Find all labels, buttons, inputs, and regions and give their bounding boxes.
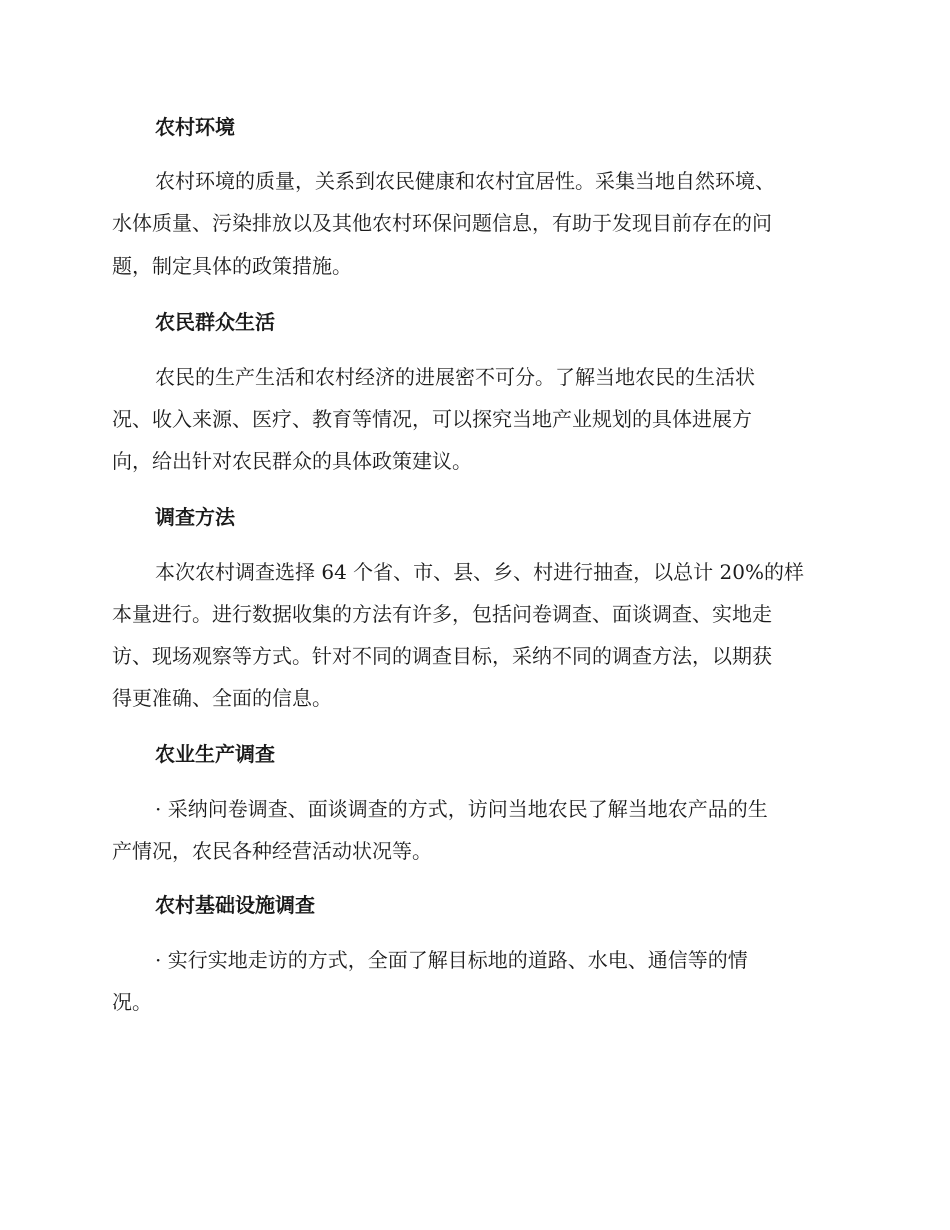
paragraph-line: 况。 xyxy=(112,990,152,1014)
paragraph-line: 产情况，农民各种经营活动状况等。 xyxy=(112,839,432,863)
section-heading-farmer-life: 农民群众生活 xyxy=(155,310,275,334)
paragraph-line: 本次农村调查选择 64 个省、市、县、乡、村进行抽查，以总计 20%的样 xyxy=(155,560,804,584)
paragraph-line: 农村环境的质量，关系到农民健康和农村宜居性。采集当地自然环境、 xyxy=(155,169,775,193)
paragraph-line: 向，给出针对农民群众的具体政策建议。 xyxy=(112,449,472,473)
section-heading-agricultural-production-survey: 农业生产调查 xyxy=(155,742,275,766)
section-heading-infrastructure-survey: 农村基础设施调查 xyxy=(155,893,315,917)
paragraph-line: 农民的生产生活和农村经济的进展密不可分。了解当地农民的生活状 xyxy=(155,365,755,389)
section-heading-rural-environment: 农村环境 xyxy=(155,115,235,139)
bullet-line: · 实行实地走访的方式，全面了解目标地的道路、水电、通信等的情 xyxy=(155,948,748,972)
paragraph-line: 访、现场观察等方式。针对不同的调查目标，采纳不同的调查方法，以期获 xyxy=(112,644,772,668)
bullet-line: · 采纳问卷调查、面谈调查的方式，访问当地农民了解当地农产品的生 xyxy=(155,797,768,821)
paragraph-line: 题，制定具体的政策措施。 xyxy=(112,254,352,278)
paragraph-line: 本量进行。进行数据收集的方法有许多，包括问卷调查、面谈调查、实地走 xyxy=(112,602,772,626)
section-heading-survey-methods: 调查方法 xyxy=(155,505,235,529)
paragraph-line: 况、收入来源、医疗、教育等情况，可以探究当地产业规划的具体进展方 xyxy=(112,407,752,431)
paragraph-line: 水体质量、污染排放以及其他农村环保问题信息，有助于发现目前存在的问 xyxy=(112,211,772,235)
paragraph-line: 得更准确、全面的信息。 xyxy=(112,686,332,710)
